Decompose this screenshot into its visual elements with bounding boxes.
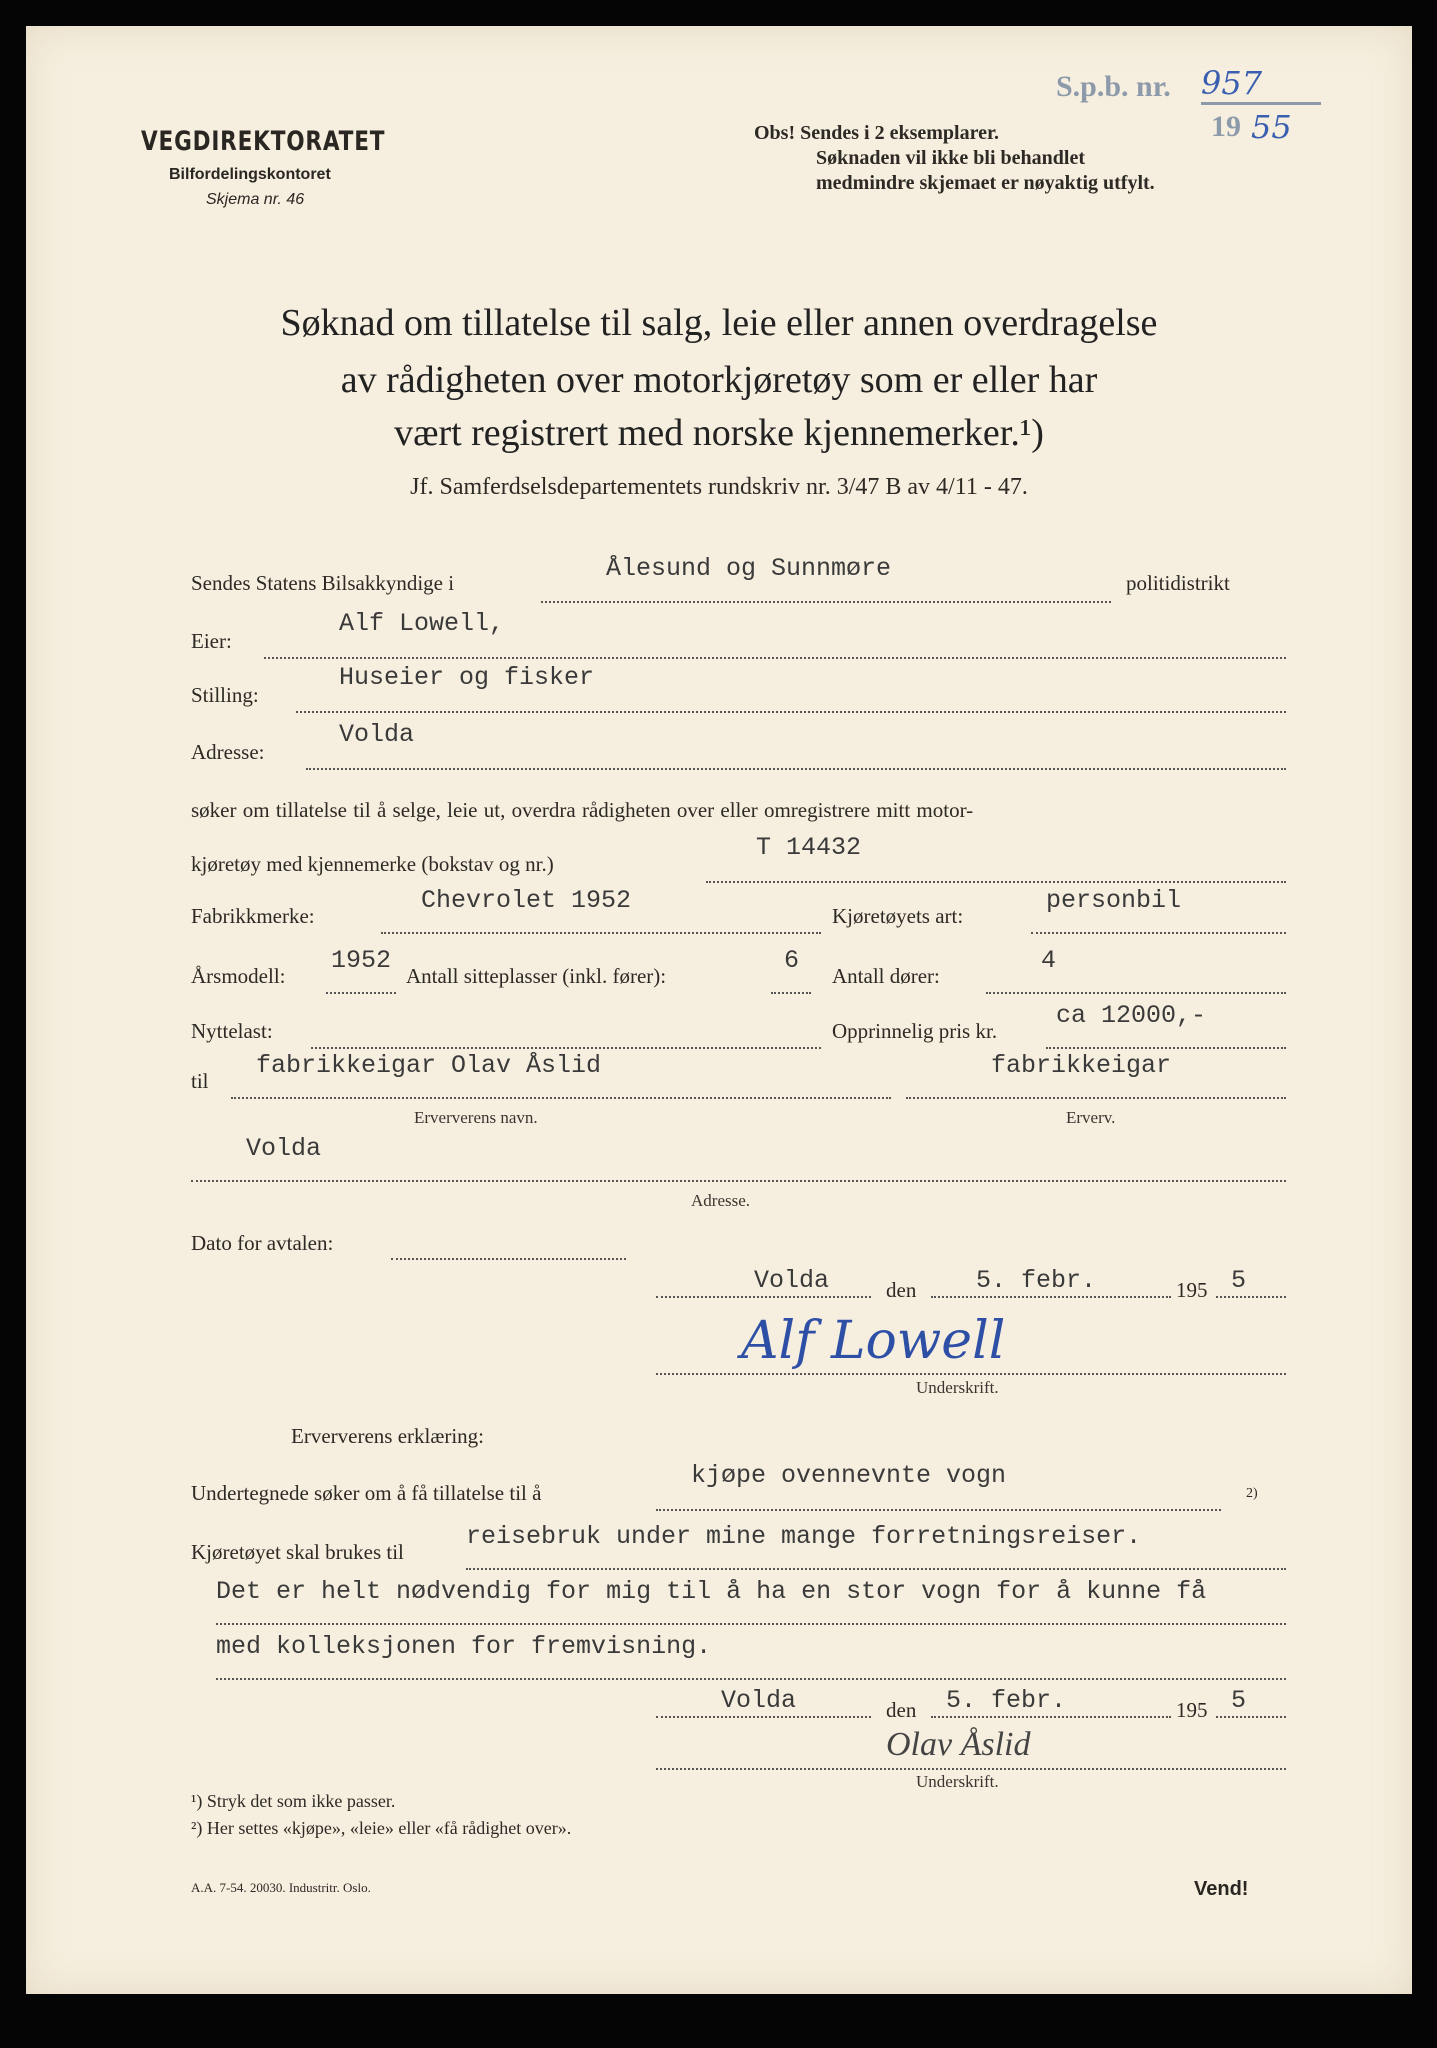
sitteplasser-label: Antall sitteplasser (inkl. fører): bbox=[406, 964, 667, 988]
bruk-line-3[interactable]: med kolleksjonen for fremvisning. bbox=[216, 1632, 712, 1661]
fabrikkmerke-value[interactable]: Chevrolet 1952 bbox=[421, 886, 632, 915]
nyttelast-label: Nyttelast: bbox=[191, 1019, 273, 1043]
signature-olav-aslid: Olav Åslid bbox=[886, 1726, 1031, 1763]
spb-label: S.p.b. nr. bbox=[1056, 70, 1171, 103]
notice-line: Søknaden vil ikke bli behandlet bbox=[816, 147, 1085, 169]
year-prefix: 195 bbox=[1176, 1698, 1208, 1722]
erverv-caption: Erverv. bbox=[1066, 1108, 1116, 1127]
dorer-value[interactable]: 4 bbox=[1041, 946, 1057, 975]
adresse-label: Adresse: bbox=[191, 740, 265, 764]
fabrikkmerke-label: Fabrikkmerke: bbox=[191, 904, 315, 928]
erverver-name[interactable]: fabrikkeigar Olav Åslid bbox=[256, 1051, 602, 1080]
kjennemerke-value[interactable]: T 14432 bbox=[756, 833, 862, 862]
year-prefix: 19 bbox=[1211, 110, 1241, 143]
title-line: vært registrert med norske kjennemerker.¹) bbox=[394, 412, 1044, 454]
pris-label: Opprinnelig pris kr. bbox=[832, 1019, 998, 1043]
pris-value[interactable]: ca 12000,- bbox=[1056, 1001, 1207, 1030]
footnote: ²) Her settes «kjøpe», «leie» eller «få rådighet over». bbox=[191, 1818, 572, 1838]
sendes-suffix: politidistrikt bbox=[1126, 571, 1230, 595]
bruk-value[interactable]: reisebruk under mine mange forretningsreiser. bbox=[466, 1522, 1142, 1551]
dato-label: Dato for avtalen: bbox=[191, 1231, 334, 1255]
stilling-label: Stilling: bbox=[191, 683, 259, 707]
erverv-value[interactable]: fabrikkeigar bbox=[991, 1051, 1172, 1080]
undertegnede-value[interactable]: kjøpe ovennevnte vogn bbox=[691, 1461, 1007, 1490]
printer-info: A.A. 7-54. 20030. Industritr. Oslo. bbox=[191, 1880, 371, 1895]
eier-value[interactable]: Alf Lowell, bbox=[339, 609, 505, 638]
erverver-address[interactable]: Volda bbox=[246, 1134, 322, 1163]
sendes-label: Sendes Statens Bilsakkyndige i bbox=[191, 571, 455, 595]
notice-line: Obs! Sendes i 2 eksemplarer. bbox=[754, 122, 1000, 144]
eier-label: Eier: bbox=[191, 629, 232, 653]
year-prefix: 195 bbox=[1176, 1278, 1208, 1302]
address-caption: Adresse. bbox=[691, 1191, 751, 1210]
title-line: av rådigheten over motorkjøretøy som er eller har bbox=[340, 359, 1098, 401]
signature-caption: Underskrift. bbox=[916, 1772, 999, 1791]
signature2-place[interactable]: Volda bbox=[721, 1686, 797, 1715]
org-name: VEGDIREKTORATET bbox=[141, 126, 386, 157]
year-suffix: 55 bbox=[1251, 108, 1292, 146]
footnote: ¹) Stryk det som ikke passer. bbox=[191, 1791, 396, 1811]
bruk-label: Kjøretøyet skal brukes til bbox=[191, 1540, 404, 1564]
arsmodell-value[interactable]: 1952 bbox=[331, 946, 392, 975]
declaration-heading: Erververens erklæring: bbox=[291, 1424, 485, 1448]
signature2-date[interactable]: 5. febr. bbox=[946, 1686, 1067, 1715]
signature1-place[interactable]: Volda bbox=[754, 1266, 830, 1295]
undertegnede-label: Undertegnede søker om å få tillatelse til å bbox=[191, 1481, 542, 1505]
stilling-value[interactable]: Huseier og fisker bbox=[339, 663, 595, 692]
sendes-value[interactable]: Ålesund og Sunnmøre bbox=[606, 554, 892, 583]
document-page bbox=[26, 26, 1412, 1994]
arsmodell-label: Årsmodell: bbox=[191, 964, 286, 988]
erverver-name-caption: Erververens navn. bbox=[414, 1108, 538, 1127]
den-label: den bbox=[886, 1698, 917, 1722]
art-label: Kjøretøyets art: bbox=[832, 904, 964, 928]
kjennemerke-label: kjøretøy med kjennemerke (bokstav og nr.) bbox=[191, 852, 554, 876]
signature2-year[interactable]: 5 bbox=[1231, 1686, 1247, 1715]
signature-alf-lowell: Alf Lowell bbox=[741, 1311, 1006, 1371]
soker-text: søker om tillatelse til å selge, leie ut, overdra rådigheten over eller omregistrere mitt motor- bbox=[191, 798, 974, 822]
sitteplasser-value[interactable]: 6 bbox=[784, 946, 800, 975]
signature-caption: Underskrift. bbox=[916, 1378, 999, 1397]
dorer-label: Antall dører: bbox=[832, 964, 940, 988]
signature1-year[interactable]: 5 bbox=[1231, 1266, 1247, 1295]
notice-line: medmindre skjemaet er nøyaktig utfylt. bbox=[816, 172, 1155, 194]
til-label: til bbox=[191, 1069, 209, 1093]
note-ref: 2) bbox=[1246, 1486, 1258, 1501]
art-value[interactable]: personbil bbox=[1046, 886, 1182, 915]
vend-note: Vend! bbox=[1194, 1878, 1249, 1900]
den-label: den bbox=[886, 1278, 917, 1302]
signature1-date[interactable]: 5. febr. bbox=[976, 1266, 1097, 1295]
bruk-line-2[interactable]: Det er helt nødvendig for mig til å ha en stor vogn for å kunne få bbox=[216, 1577, 1207, 1606]
form-number: Skjema nr. 46 bbox=[206, 191, 305, 208]
adresse-value[interactable]: Volda bbox=[339, 720, 415, 749]
spb-number: 957 bbox=[1201, 64, 1321, 105]
office-name: Bilfordelingskontoret bbox=[169, 166, 331, 183]
reference: Jf. Samferdselsdepartementets rundskriv nr. 3/47 B av 4/11 - 47. bbox=[410, 474, 1028, 500]
title-line: Søknad om tillatelse til salg, leie eller annen overdragelse bbox=[280, 302, 1158, 344]
